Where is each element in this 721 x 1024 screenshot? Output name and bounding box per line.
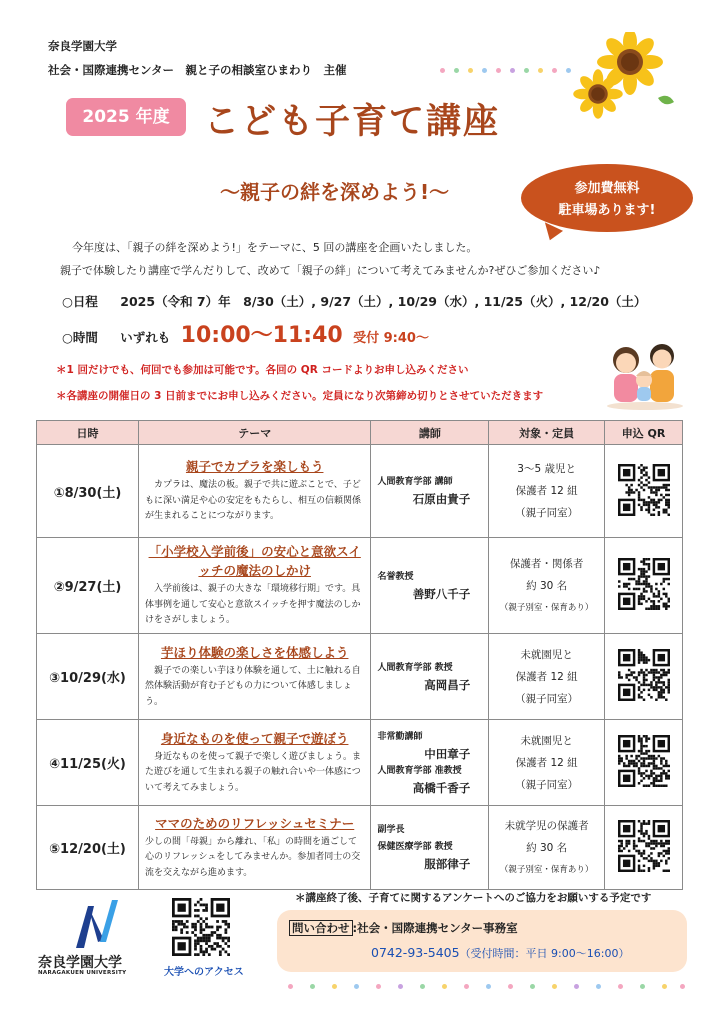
note-multiple-sessions: ＊1 回だけでも、何回でも参加は可能です。各回の QR コードよりお申し込みください (56, 364, 469, 376)
time-prefix: いずれも (120, 330, 171, 345)
university-name: 奈良学園大学 (48, 39, 117, 53)
col-header-lecturer: 講師 (371, 421, 489, 445)
time-range: 10:00～11:40 (180, 323, 343, 348)
lecturer-role: 人間教育学部 講師 (377, 477, 453, 487)
note-deadline: ＊各講座の開催日の 3 日前までにお申し込みください。定員になり次第締め切りとさせていただきます (56, 390, 544, 402)
row-date: ③10/29(水) (37, 634, 139, 720)
schedule-label: ○日程 (62, 294, 98, 309)
row-target (489, 538, 605, 634)
lecture-description: カプラは、魔法の板。親子で共に遊ぶことで、子どもに深い満足や心の安定をもたらし、相互の信頼関係が生まれることにつながります。 (144, 480, 361, 522)
contact-phone-line (371, 945, 629, 961)
university-logo-name: 奈良学園大学 (38, 955, 122, 971)
row-lecturer (371, 445, 489, 538)
qr-code-icon (618, 820, 670, 872)
row-target (489, 634, 605, 720)
row-theme (138, 445, 371, 538)
row-qr (605, 538, 683, 634)
target-line-1: 未就学児の保護者 (504, 819, 589, 832)
contact-org: :社会・国際連携センター事務室 (352, 921, 518, 935)
target-line-1: 3～5 歳児と (517, 463, 576, 475)
row-target (489, 720, 605, 806)
target-line-3: （親子同室） (515, 778, 579, 791)
row-lecturer (371, 806, 489, 890)
qr-code-4[interactable] (618, 735, 670, 787)
schedule-row (62, 292, 646, 310)
lecturer-role-2: 人間教育学部 准教授 (377, 765, 462, 776)
qr-code-3[interactable] (618, 649, 670, 701)
schedule-dates: 2025（令和 7）年 8/30（土）, 9/27（土）, 10/29（水）, 11/25（火）, 12/20（土） (120, 294, 647, 309)
qr-code-icon (618, 464, 670, 516)
page-title: こども子育て講座 (204, 101, 501, 142)
lecture-description: 少しの間「母親」から離れ、「私」の時間を過ごして心のリフレッシュをしてみませんか。参加者同士の交流を交えながら進めます。 (144, 836, 361, 878)
family-illustration (604, 338, 686, 410)
sunflower-illustration (572, 32, 682, 122)
intro-line-1: 今年度は、「親子の絆を深めよう!」をテーマに、5 回の講座を企画いたしました。 (72, 241, 478, 254)
row-qr (605, 806, 683, 890)
university-logo-en: NARAGAKUEN UNIVERSITY (38, 970, 127, 976)
lecture-description: 親子での楽しい芋ほり体験を通して、土に触れる自然体験活動が育む子どもの力について体感しましょう。 (144, 665, 361, 707)
contact-label: 問い合わせ (289, 920, 353, 936)
lecture-title: 親子でカプラを楽しもう (185, 459, 324, 475)
target-line-3: （親子同室） (515, 692, 579, 705)
intro-text (60, 236, 680, 282)
target-line-1: 未就園児と (520, 648, 573, 661)
lecturer-role: 名誉教授 (377, 571, 414, 582)
qr-code-icon (618, 735, 670, 787)
row-target (489, 806, 605, 890)
lecturer-role: 非常勤講師 (377, 731, 423, 742)
lecture-title: 「小学校入学前後」の安心と意欲スイッチの魔法のしかけ (148, 544, 361, 579)
target-line-2: 保護者 12 組 (515, 756, 578, 769)
lecturer-name: 中田章子 (424, 746, 471, 761)
row-theme (138, 634, 371, 720)
university-logo-icon (70, 896, 124, 950)
fee-free-text: 参加費無料 (574, 181, 640, 196)
row-qr (605, 720, 683, 806)
lecturer-role: 人間教育学部 教授 (377, 662, 453, 673)
lecture-title: 芋ほり体験の楽しさを体感しよう (160, 644, 349, 660)
contact-line (289, 920, 518, 936)
qr-code-icon (618, 558, 670, 610)
target-line-2: 保護者 12 組 (515, 485, 578, 497)
reception-time: 受付 9:40～ (353, 331, 429, 346)
row-qr (605, 445, 683, 538)
lecture-description: 入学前後は、親子の大きな「環境移行期」です。具体事例を通して安心と意欲スイッチを押す魔法のしかけをさがしましょう。 (144, 584, 361, 626)
time-row (62, 318, 429, 349)
fee-badge (521, 164, 693, 232)
office-hours: （受付時間：平日 9:00～16:00） (459, 947, 630, 960)
organizer-line: 社会・国際連携センター 親と子の相談室ひまわり 主催 (48, 63, 347, 77)
row-lecturer (371, 720, 489, 806)
row-lecturer (371, 538, 489, 634)
row-date: ④11/25(火) (37, 720, 139, 806)
table-row (37, 634, 683, 720)
lecturer-name: 服部律子 (424, 857, 471, 871)
lecture-title: ママのためのリフレッシュセミナー (155, 815, 355, 831)
contact-box (277, 910, 687, 972)
lecturer-role: 副学長 (377, 825, 405, 835)
row-target (489, 445, 605, 538)
lecturer-name: 石原由貴子 (412, 492, 471, 506)
target-line-3: （親子別室・保育あり） (499, 602, 594, 613)
access-label: 大学へのアクセス (164, 967, 244, 978)
qr-code-icon (172, 898, 230, 956)
row-lecturer (371, 634, 489, 720)
lecturer-name: 善野八千子 (412, 586, 471, 601)
table-row (37, 538, 683, 634)
qr-code-icon (618, 649, 670, 701)
target-line-2: 保護者 12 組 (515, 670, 578, 683)
col-header-theme: テーマ (138, 421, 371, 445)
lecture-title: 身近なものを使って親子で遊ぼう (160, 730, 349, 746)
row-qr (605, 634, 683, 720)
col-header-date: 日時 (37, 421, 139, 445)
table-row (37, 445, 683, 538)
row-date: ①8/30(土) (37, 445, 139, 538)
row-date: ⑤12/20(土) (37, 806, 139, 890)
lecturer-name: 高岡昌子 (424, 677, 471, 692)
col-header-target: 対象・定員 (489, 421, 605, 445)
lecture-table (36, 420, 683, 890)
year-badge: 2025 年度 (66, 98, 186, 136)
target-line-3: （親子同室） (515, 507, 579, 519)
target-line-1: 保護者・関係者 (509, 557, 584, 570)
target-line-3: （親子別室・保育あり） (499, 864, 594, 875)
row-theme (138, 806, 371, 890)
table-header-row (37, 421, 683, 445)
qr-code-5[interactable] (618, 820, 670, 872)
table-row (37, 806, 683, 890)
col-header-qr: 申込 QR (605, 421, 683, 445)
target-line-2: 約 30 名 (526, 841, 568, 854)
row-theme (138, 538, 371, 634)
row-date: ②9/27(土) (37, 538, 139, 634)
row-theme (138, 720, 371, 806)
lecturer-role-2: 保健医療学部 教授 (377, 842, 453, 852)
qr-code-2[interactable] (618, 558, 670, 610)
decorative-dots-top (440, 66, 590, 76)
lecture-description: 身近なものを使って親子で楽しく遊びましょう。また遊びを通して生まれる親子の触れ合いや一体感について考えてみましょう。 (144, 751, 361, 793)
subtitle: ～親子の絆を深めよう!～ (220, 180, 450, 204)
survey-note: ＊講座終了後、子育てに関するアンケートへのご協力をお願いする予定です (295, 892, 652, 904)
time-label: ○時間 (62, 330, 98, 345)
intro-line-2: 親子で体験したり講座で学んだりして、改めて「親子の絆」について考えてみませんか?ぜひご参加ください♪ (60, 264, 601, 277)
table-row (37, 720, 683, 806)
target-line-2: 約 30 名 (526, 579, 568, 592)
decorative-dots-bottom (288, 982, 688, 992)
parking-text: 駐車場あります! (558, 203, 656, 218)
access-qr-code[interactable] (172, 898, 230, 956)
qr-code-1[interactable] (618, 464, 670, 516)
target-line-1: 未就園児と (520, 734, 573, 747)
phone-number[interactable]: 0742-93-5405 (371, 945, 460, 960)
lecturer-name-2: 高橋千香子 (412, 780, 471, 795)
